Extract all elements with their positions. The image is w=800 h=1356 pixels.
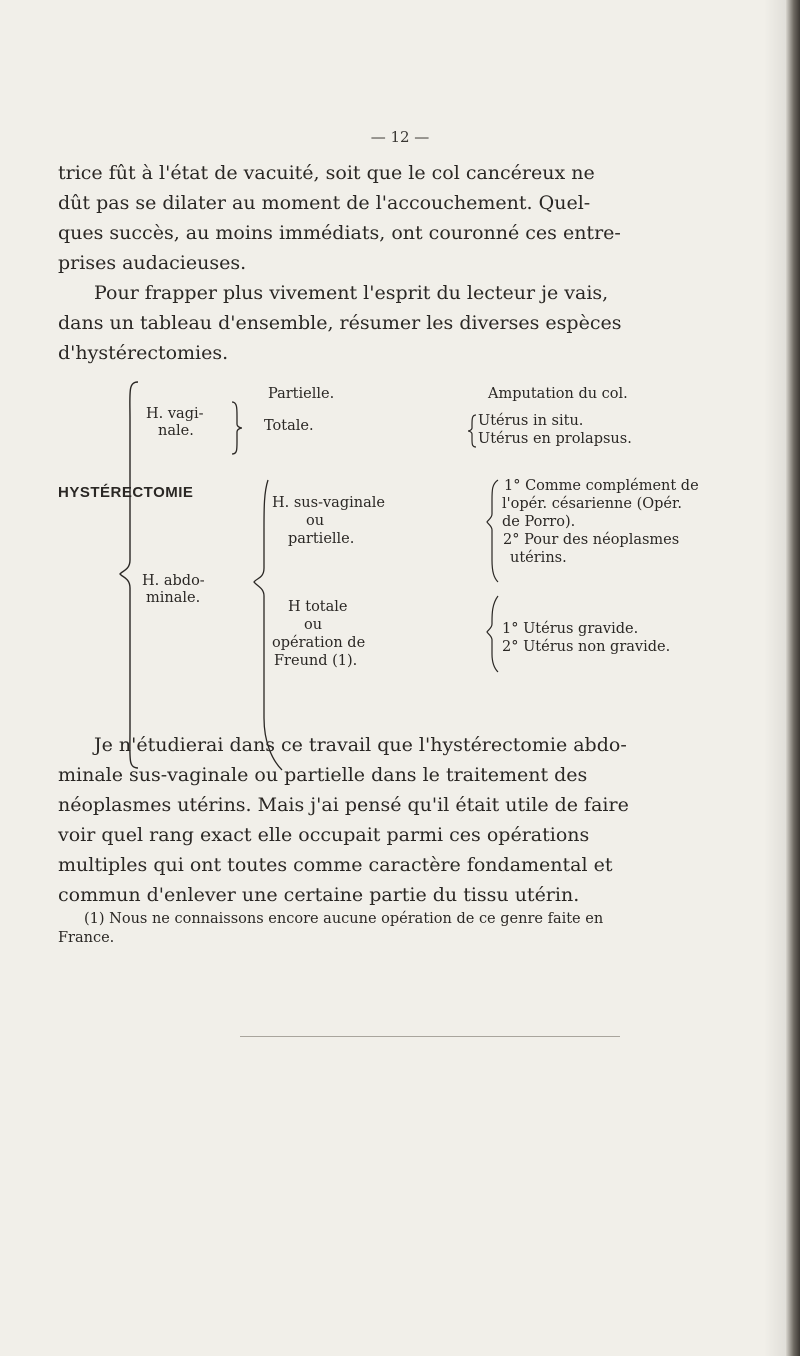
text-line: Pour frapper plus vivement l'esprit du lecteur je vais, [94, 282, 609, 304]
sus-sub-line: 1° Comme complément de [504, 478, 699, 494]
text-line: dût pas se dilater au moment de l'accouchement. Quel- [58, 192, 591, 214]
text-line: trice fût à l'état de vacuité, soit que le col cancéreux ne [58, 162, 595, 184]
totale-brace [466, 413, 478, 449]
text-line: ques succès, au moins immédiats, ont couronné ces entre- [58, 222, 621, 244]
paragraph-conclusion [58, 730, 770, 910]
text-line: néoplasmes utérins. Mais j'ai pensé qu'il était utile de faire [58, 794, 629, 816]
main-brace [118, 380, 144, 770]
vaginale-brace [228, 400, 244, 456]
vaginale-partielle: Partielle. [268, 386, 335, 402]
page-edge [786, 0, 800, 1356]
text-line: Je n'étudierai dans ce travail que l'hystérectomie abdo- [94, 734, 627, 756]
totale-prolapsus: Utérus en prolapsus. [478, 431, 632, 447]
totale-in-situ: Utérus in situ. [478, 413, 584, 429]
sus-vaginale-brace [484, 478, 502, 584]
footnote-line: France. [58, 930, 115, 946]
paragraph-intro [58, 158, 770, 368]
abdominale-label-2: minale. [146, 590, 201, 606]
vaginale-label-2: nale. [158, 423, 194, 439]
text-line: minale sus-vaginale ou partielle dans le traitement des [58, 764, 588, 786]
bottom-rule [240, 1036, 620, 1037]
sus-vaginale-ou: ou [306, 513, 325, 529]
sus-sub-line: de Porro). [502, 514, 576, 530]
sus-sub-line: 2° Pour des néoplasmes [503, 532, 680, 548]
footnote-line: (1) Nous ne connaissons encore aucune opération de ce genre faite en [84, 911, 604, 927]
abdominale-label-1: H. abdo- [142, 573, 205, 589]
sus-vaginale-label: H. sus-vaginale [272, 495, 385, 511]
vaginale-totale: Totale. [264, 418, 314, 434]
text-line: prises audacieuses. [58, 252, 247, 274]
sus-sub-line: l'opér. césarienne (Opér. [502, 496, 682, 512]
text-line: dans un tableau d'ensemble, résumer les diverses espèces [58, 312, 622, 334]
totale-non-gravide: 2° Utérus non gravide. [502, 639, 671, 655]
sus-sub-line: utérins. [510, 550, 567, 566]
totale-freund: Freund (1). [274, 653, 358, 669]
totale-gravide: 1° Utérus gravide. [502, 621, 639, 637]
table-root-label: HYSTÉRECTOMIE [58, 484, 194, 501]
vaginale-amputation: Amputation du col. [488, 386, 628, 402]
vaginale-label-1: H. vagi- [146, 406, 204, 422]
totale-abdo-brace [484, 594, 502, 674]
text-line: d'hystérectomies. [58, 342, 229, 364]
totale-ou: ou [304, 617, 323, 633]
page-number: — 12 — [370, 128, 430, 146]
footnote [58, 910, 770, 948]
sus-vaginale-partielle: partielle. [288, 531, 355, 547]
text-line: voir quel rang exact elle occupait parmi ces opérations [58, 824, 590, 846]
text-line: multiples qui ont toutes comme caractère fondamental et [58, 854, 613, 876]
text-line: commun d'enlever une certaine partie du tissu utérin. [58, 884, 580, 906]
totale-operation: opération de [272, 635, 366, 651]
totale-label: H totale [288, 599, 348, 615]
